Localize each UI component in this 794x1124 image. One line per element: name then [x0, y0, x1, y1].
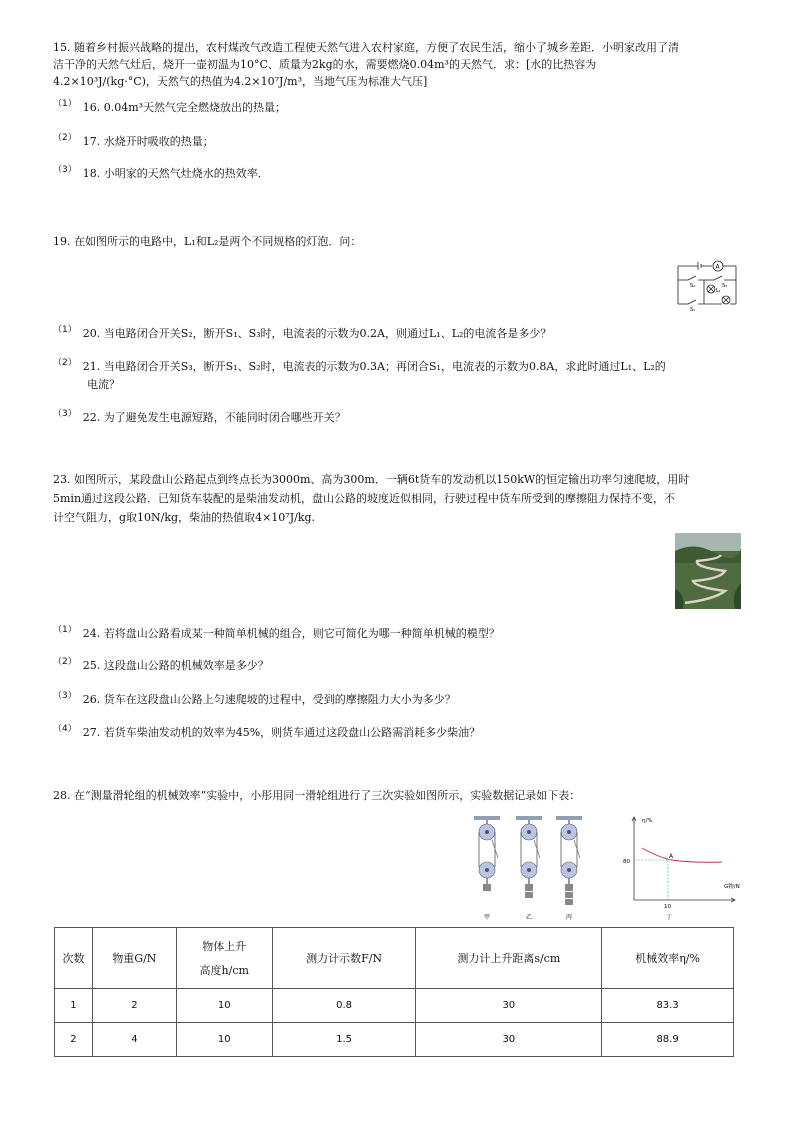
- sub-text: 27. 若货车柴油发动机的效率为45%，则货车通过这段盘山公路需消耗多少柴油？: [82, 726, 481, 739]
- sub-text: 21. 当电路闭合开关S₃，断开S₁、S₂时，电流表的示数为0.3A；再闭合S₁，电流表的示数为0.8A，求此时通过L₁、L₂的: [82, 360, 666, 373]
- pulley-label-bing: 丙: [566, 914, 573, 921]
- graph-x-label: G物/N: [724, 884, 740, 890]
- q15-line-1: 15. 随着乡村振兴战略的提出，农村煤改气改造工程使天然气进入农村家庭，方便了农民生活，缩小了城乡差距．小明家改用了清: [53, 41, 679, 54]
- graph-y-label: η/%: [642, 818, 653, 824]
- table-row: [55, 1023, 734, 1057]
- pulley-setup-jia: [474, 816, 500, 891]
- q19-sub-1: [53, 327, 551, 342]
- q15-sub-3: [53, 167, 269, 182]
- q19-sub-3: [53, 411, 346, 426]
- sub-number: （2）: [53, 358, 77, 368]
- q15-line-3: 4.2×10³J/(kg·°C)，天然气的热值为4.2×10⁷J/m³，当地气压为标准大气压]: [53, 75, 428, 88]
- lamp-l1-label: L₁: [716, 288, 721, 294]
- cell-height: 10: [176, 989, 272, 1023]
- sub-text: 17. 水烧开时吸收的热量；: [82, 135, 214, 148]
- q23-sub-2: [53, 659, 269, 674]
- q23-line-1: 23. 如图所示，某段盘山公路起点到终点长为3000m、高为300m．一辆6t货车的发动机以150kW的恒定输出功率匀速爬坡，用时: [53, 473, 690, 486]
- graph-x-tick: 10: [664, 904, 671, 910]
- sub-text: 25. 这段盘山公路的机械效率是多少？: [82, 659, 269, 672]
- graph-point-label: A: [669, 853, 674, 860]
- cell-efficiency: 88.9: [602, 1023, 734, 1057]
- sub-text: 18. 小明家的天然气灶烧水的热效率．: [82, 167, 269, 180]
- sub-number: （3）: [53, 165, 77, 175]
- sub-text: 26. 货车在这段盘山公路上匀速爬坡的过程中，受到的摩擦阻力大小为多少？: [82, 693, 456, 706]
- q15-sub-1: [53, 101, 286, 116]
- sub-number: （3）: [53, 691, 77, 701]
- q28-stem: 28. 在“测量滑轮组的机械效率”实验中，小彤用同一滑轮组进行了三次实验如图所示，实验数据记录如下表：: [53, 789, 581, 802]
- sub-text: 20. 当电路闭合开关S₂，断开S₁、S₃时，电流表的示数为0.2A，则通过L₁、L₂的电流各是多少？: [82, 327, 552, 340]
- header-efficiency: 机械效率η/%: [602, 928, 734, 989]
- sub-number: （1）: [53, 625, 77, 635]
- graph-y-tick: 80: [623, 859, 630, 865]
- pulley-label-yi: 乙: [526, 914, 533, 921]
- cell-distance: 30: [416, 989, 602, 1023]
- efficiency-curve: [642, 848, 722, 862]
- switch-s3-label: S₃: [722, 283, 728, 289]
- pulley-label-jia: 甲: [484, 914, 491, 921]
- table-header-row: [55, 928, 734, 989]
- q15-sub-2: [53, 135, 214, 150]
- graph-caption: 丁: [666, 914, 673, 921]
- q23-sub-4: [53, 726, 480, 741]
- sub-number: （1）: [53, 325, 77, 335]
- q19-sub-2-cont: [87, 378, 120, 392]
- sub-number: （3）: [53, 409, 77, 419]
- cell-efficiency: 83.3: [602, 989, 734, 1023]
- pulley-setup-bing: [556, 816, 582, 905]
- ammeter-label: A: [715, 263, 720, 271]
- sub-number: （2）: [53, 133, 77, 143]
- sub-text: 24. 若将盘山公路看成某一种简单机械的组合，则它可简化为哪一种简单机械的模型？: [82, 627, 500, 640]
- cell-height: 10: [176, 1023, 272, 1057]
- q23-line-2: 5min通过这段公路．已知货车装配的是柴油发动机，盘山公路的坡度近似相同，行驶过程中货车所受到的摩擦阻力保持不变，不: [53, 492, 676, 505]
- header-distance: 测力计上升距离s/cm: [416, 928, 602, 989]
- header-rise-height-line-2: 高度h/cm: [199, 964, 249, 977]
- efficiency-graph: [622, 812, 746, 924]
- sub-text: 16. 0.04m³天然气完全燃烧放出的热量；: [82, 101, 287, 114]
- cell-trial: 1: [55, 989, 93, 1023]
- table-row: [55, 989, 734, 1023]
- header-weight: 物重G/N: [92, 928, 176, 989]
- q23-sub-1: [53, 627, 500, 642]
- experiment-data-table: [54, 927, 734, 1057]
- header-rise-height-line-1: 物体上升: [202, 940, 247, 953]
- circuit-diagram: [674, 256, 740, 312]
- mountain-road-photo: [675, 533, 741, 609]
- sub-number: （4）: [53, 724, 77, 734]
- q15-line-2: 洁干净的天然气灶后，烧开一壶初温为10°C、质量为2kg的水，需要燃烧0.04m³的天然气．求：[水的比热容为: [53, 58, 597, 71]
- q23-line-3: 计空气阻力，g取10N/kg，柴油的热值取4×10⁷J/kg.: [53, 511, 316, 524]
- header-force: 测力计示数F/N: [272, 928, 416, 989]
- cell-weight: 4: [92, 1023, 176, 1057]
- cell-trial: 2: [55, 1023, 93, 1057]
- cell-force: 1.5: [272, 1023, 416, 1057]
- switch-s1-label: S₁: [690, 307, 696, 312]
- pulley-diagrams: [466, 812, 596, 922]
- cell-distance: 30: [416, 1023, 602, 1057]
- sub-number: （1）: [53, 99, 77, 109]
- cell-weight: 2: [92, 989, 176, 1023]
- sub-number: （2）: [53, 657, 77, 667]
- sub-text: 22. 为了避免发生电源短路，不能同时闭合哪些开关？: [82, 411, 346, 424]
- switch-s2-label: S₂: [690, 283, 696, 289]
- q23-sub-3: [53, 693, 456, 708]
- q19-stem: 19. 在如图所示的电路中，L₁和L₂是两个不同规格的灯泡．问：: [53, 235, 362, 248]
- sub-text: 电流？: [87, 378, 120, 391]
- header-trial: 次数: [55, 928, 93, 989]
- header-rise-height: [176, 928, 272, 989]
- cell-force: 0.8: [272, 989, 416, 1023]
- q19-sub-2: [53, 360, 666, 375]
- pulley-setup-yi: [516, 816, 542, 898]
